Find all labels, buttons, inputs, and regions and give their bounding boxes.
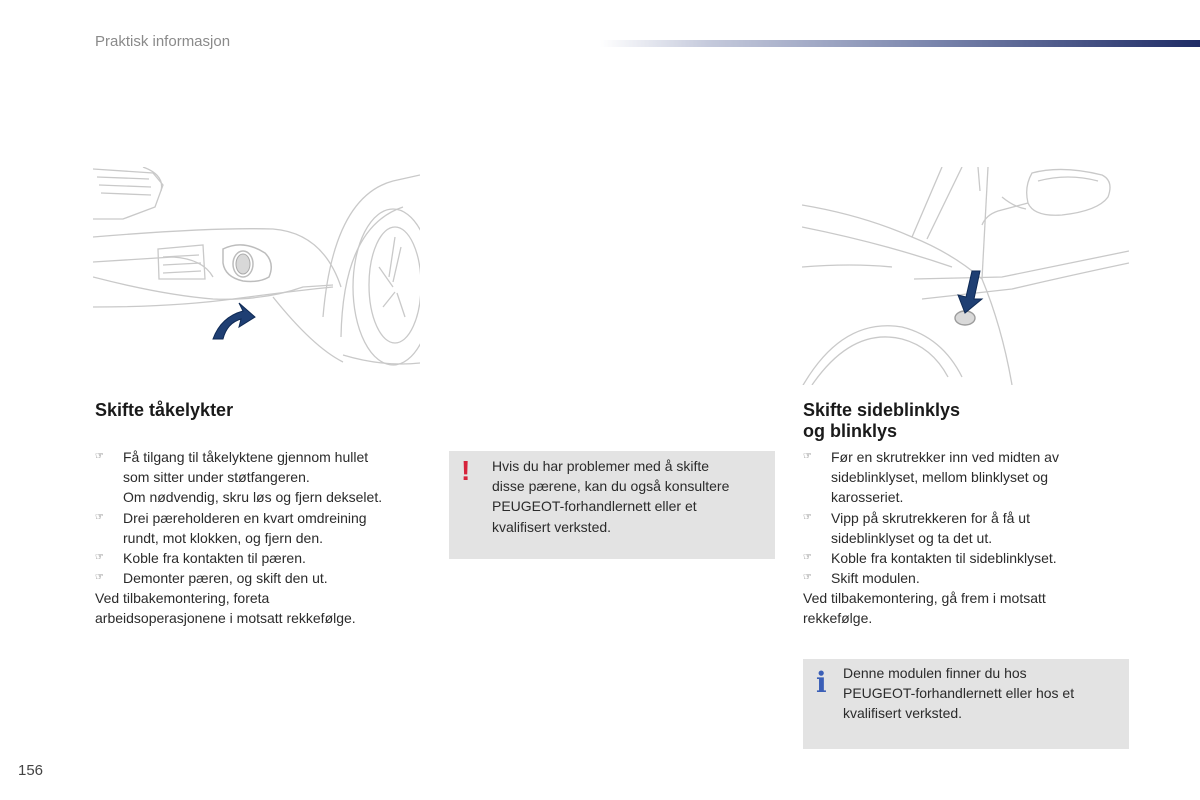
info-icon: i	[816, 666, 827, 699]
list-item: ☞ Koble fra kontakten til sideblinklyset.	[803, 548, 1143, 568]
side-indicator-heading: Skifte sideblinklys og blinklys	[803, 400, 961, 441]
pointing-hand-icon: ☞	[803, 572, 812, 584]
list-item: ☞ Få tilgang til tåkelyktene gjennom hullet som sitter under støtfangeren. Om nødvendig, skru løs og fjern dekselet.	[95, 449, 383, 506]
side-indicator-illustration	[802, 167, 1129, 385]
pointing-hand-icon: ☞	[803, 552, 812, 564]
list-item: ☞ Før en skrutrekker inn ved midten av sideblinklyset, mellom blinklyset og karosseriet.	[803, 449, 1059, 506]
side-indicator-drawing	[802, 167, 1129, 385]
side-indicator-reassembly-note: Ved tilbakemontering, gå frem i motsatt rekkefølge.	[803, 590, 1046, 627]
fog-lamp-steps	[95, 447, 435, 588]
list-item: ☞ Vipp på skrutrekkeren for å få ut sideblinklyset og ta det ut.	[803, 509, 1030, 546]
header-gradient-bar	[600, 40, 1200, 47]
pointing-hand-icon: ☞	[803, 451, 812, 462]
list-item: ☞ Koble fra kontakten til pæren.	[95, 548, 435, 568]
pointing-hand-icon: ☞	[95, 511, 104, 523]
warning-exclamation-icon: !	[461, 455, 471, 486]
warning-box	[449, 451, 775, 559]
pointing-hand-icon: ☞	[803, 511, 812, 523]
list-item: ☞ Drei pæreholderen en kvart omdreining rundt, mot klokken, og fjern den.	[95, 509, 367, 546]
list-item: ☞ Skift modulen.	[803, 568, 1143, 588]
page-number: 156	[18, 762, 44, 779]
warning-text: Hvis du har problemer med å skifte disse pærene, kan du også konsultere PEUGEOT-forhandlernett eller et kvalifisert verksted.	[492, 458, 730, 535]
pointing-hand-icon: ☞	[95, 572, 104, 584]
fog-lamp-heading: Skifte tåkelykter	[95, 400, 234, 420]
pointing-hand-icon: ☞	[95, 552, 104, 564]
pointing-hand-icon: ☞	[95, 451, 104, 462]
fog-lamp-illustration	[93, 167, 420, 370]
list-item: ☞ Demonter pæren, og skift den ut.	[95, 568, 435, 588]
side-indicator-steps	[803, 447, 1143, 588]
info-text: Denne modulen finner du hos PEUGEOT-forhandlernett eller hos et kvalifisert verksted.	[843, 665, 1075, 722]
fog-lamp-reassembly-note: Ved tilbakemontering, foreta arbeidsoperasjonene i motsatt rekkefølge.	[95, 590, 356, 627]
info-box	[803, 659, 1129, 749]
fog-lamp-drawing	[93, 167, 420, 370]
section-title: Praktisk informasjon	[95, 33, 231, 50]
